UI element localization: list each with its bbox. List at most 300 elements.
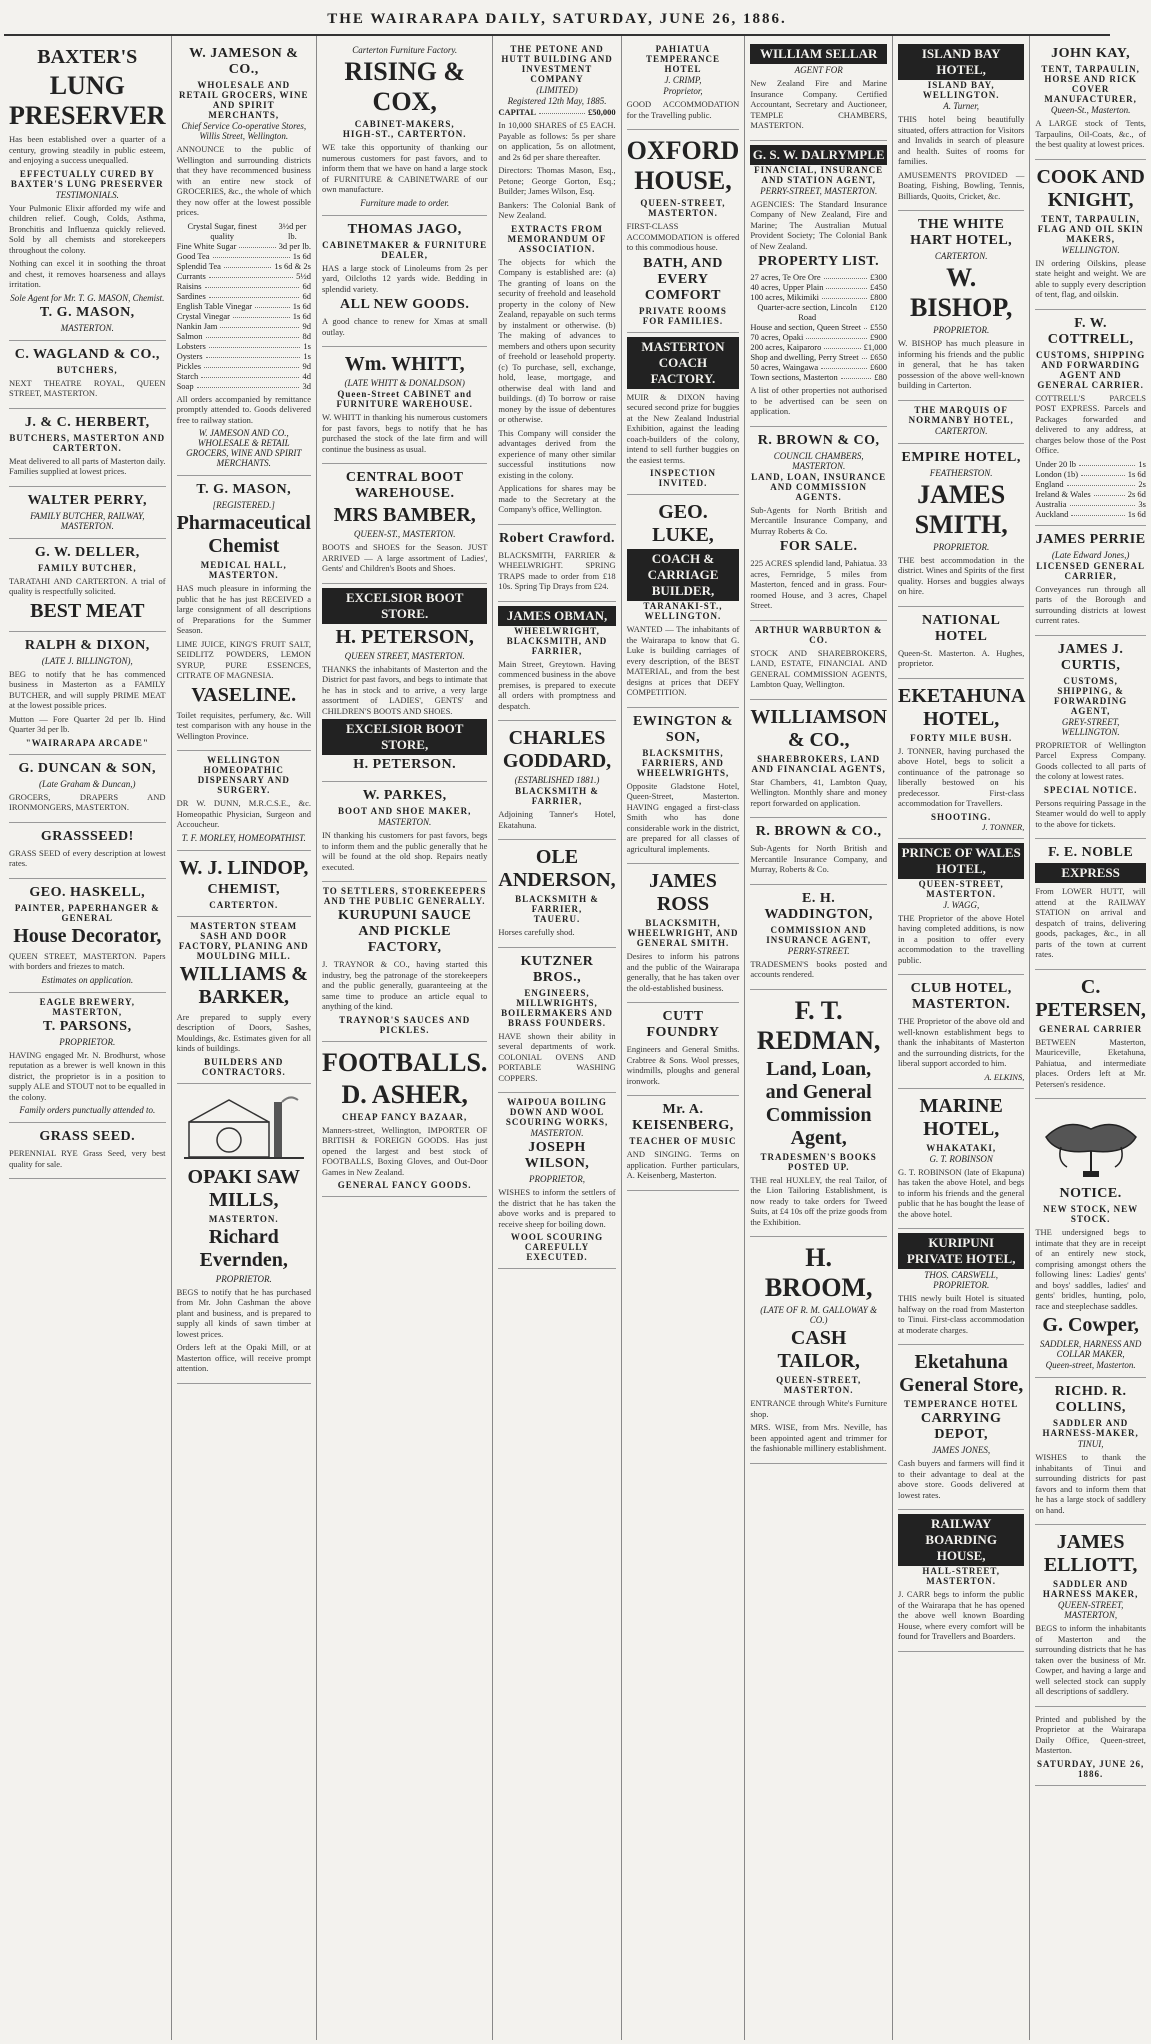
list-item-value: 3d: [302, 380, 311, 391]
list-item: [177, 351, 311, 361]
petone-capital-row: [498, 107, 615, 117]
elliott-ad: [1035, 1525, 1146, 1707]
dots: [205, 281, 300, 288]
asher-sub: CHEAP FANCY BAZAAR,: [342, 1111, 468, 1122]
jago-body: HAS a large stock of Linoleums from 2s per yard, Oilcloths 12 yards wide. Bedding in splendid variety.: [321, 262, 488, 294]
williamson-title: WILLIAMSON & CO.,: [750, 705, 888, 751]
list-item-label: 100 acres, Mikimiki: [750, 292, 820, 302]
ewington-title: EWINGTON & SON,: [632, 713, 733, 745]
railway-title: RAILWAY BOARDING HOUSE,: [898, 1514, 1024, 1566]
lindop-ad: [177, 851, 311, 917]
list-item: [750, 372, 887, 382]
sale-title: FOR SALE.: [779, 539, 858, 554]
list-item-value: 6d: [302, 290, 311, 301]
ekt-store-name: JAMES JONES,: [932, 1445, 991, 1455]
lindop-sub: CHEMIST,: [207, 881, 281, 897]
grass-title: GRASSSEED!: [40, 828, 134, 844]
mason-chemist-title: T. G. MASON,: [196, 482, 292, 497]
baxter-testimonials: TESTIMONIALS.: [55, 189, 119, 200]
dots: [826, 282, 867, 289]
elliott-title: JAMES ELLIOTT,: [1043, 1531, 1138, 1576]
list-item-label: Shop and dwelling, Perry Street: [750, 352, 859, 362]
notice-title: NOTICE.: [1059, 1186, 1122, 1201]
luke-ad: [627, 495, 740, 708]
bamber-ad: [322, 464, 487, 584]
dots: [255, 301, 290, 308]
waipoua-sub: PROPRIETOR,: [528, 1174, 586, 1184]
empire-sub: FEATHERSTON.: [929, 467, 993, 478]
asher-body: Manners-street, Wellington, IMPORTER OF BRITISH & FOREIGN GOODS. Has just opened the largest and best stock of FOOTBALLS, Boxing Gloves, and Out-Door Games in New Zealand.: [321, 1124, 488, 1177]
ralph-title: RALPH & DIXON,: [24, 637, 150, 653]
list-item-label: Splendid Tea: [176, 260, 221, 271]
column-6: [745, 36, 893, 2040]
list-item-value: £800: [870, 292, 888, 302]
oxford-body: FIRST-CLASS ACCOMMODATION is offered to this commodious house.: [626, 221, 740, 252]
keisenberg-title: Mr. A. KEISENBERG,: [632, 1102, 734, 1133]
grass2-title: GRASS SEED.: [39, 1129, 136, 1144]
national-title: NATIONAL HOTEL: [921, 612, 1001, 644]
kutzner-title: KUTZNER BROS.,: [520, 953, 594, 985]
national-ad: [898, 607, 1024, 679]
rate-list: [1035, 459, 1146, 519]
baxter-ad: [9, 40, 166, 341]
list-item-label: England: [1035, 478, 1064, 489]
williams-body: Are prepared to supply every description of Doors, Sashes, Mouldings, &c. Estimates given for all kinds of buildings.: [176, 1011, 311, 1053]
white-town: CARTERTON.: [934, 251, 988, 261]
oben-title: JAMES OBMAN,: [498, 606, 615, 626]
special-body: Persons requiring Passage in the Steamer would do well to apply to the above for tickets.: [1035, 797, 1146, 829]
baxter-product: LUNG PRESERVER: [9, 71, 166, 130]
collins-sub: SADDLER AND HARNESS-MAKER,: [1042, 1418, 1139, 1438]
perrie-big: LICENSED GENERAL CARRIER,: [1036, 560, 1146, 581]
list-item: [750, 282, 887, 292]
list-item: [750, 322, 887, 332]
mason-chemist-ad: [177, 476, 311, 751]
list-item-value: 8d: [302, 330, 311, 341]
dots: [841, 372, 871, 379]
opaki-town: MASTERTON.: [208, 1213, 279, 1224]
dots: [206, 331, 300, 338]
island-title: ISLAND BAY HOTEL,: [898, 44, 1024, 80]
kuru-note: TRAYNOR'S SAUCES AND PICKLES.: [339, 1014, 471, 1035]
kutzner-body: HAVE shown their ability in several departments of work. COLONIAL OVENS AND PORTABLE WASHING COPPERS.: [498, 1030, 616, 1083]
imprint: [1035, 1707, 1146, 1786]
list-item-label: English Table Vinegar: [176, 300, 253, 311]
broom-sub: (LATE OF R. M. GALLOWAY & CO.): [760, 1305, 878, 1325]
marquis-ad: [898, 401, 1024, 444]
luke-big: COACH & CARRIAGE BUILDER,: [627, 549, 740, 601]
list-item-value: 3d per lb.: [278, 240, 311, 251]
lindop-town: CARTERTON.: [209, 899, 279, 910]
rising-ad: [322, 40, 487, 216]
list-item: [177, 281, 311, 291]
williams-sub: BUILDERS AND CONTRACTORS.: [201, 1056, 286, 1077]
broom-big: CASH TAILOR,: [777, 1327, 860, 1372]
baxter-intro: Has been established over a quarter of a century, growing steadily in public esteem, and enjoying a success unequalled.: [9, 134, 166, 165]
luke-title: GEO. LUKE,: [652, 501, 714, 546]
oxford-bath: BATH, AND EVERY COMFORT: [643, 255, 723, 303]
eagle-ad: [9, 993, 166, 1124]
opaki-foot: Orders left at the Opaki Mill, or at Masterton office, will receive prompt attention.: [176, 1342, 311, 1373]
petone-directors: Directors: Thomas Mason, Esq., Petone; George Gorton, Esq.; Builder; James Wilson, Esq.: [498, 165, 616, 196]
list-item-label: Sardines: [176, 290, 206, 301]
petone-ad: [498, 40, 615, 525]
crawford-title: Robert Crawford.: [498, 530, 616, 546]
eagle-title: EAGLE BREWERY, MASTERTON,: [39, 996, 135, 1017]
whitt-ad: [322, 347, 487, 464]
collins-town: TINUI,: [1077, 1439, 1104, 1449]
white-hart-ad: [898, 211, 1024, 401]
list-item-value: £900: [870, 332, 888, 342]
baxter-cure: EFFECTUALLY CURED BY BAXTER'S LUNG PRESERVER: [10, 168, 164, 189]
haskell-title: GEO. HASKELL,: [29, 884, 146, 900]
petersen-title: C. PETERSEN,: [1035, 975, 1146, 1021]
list-item-value: 6d: [302, 280, 311, 291]
petone-bankers: Bankers: The Colonial Bank of New Zealand.: [498, 199, 616, 220]
petone-capital-label: CAPITAL: [498, 107, 537, 117]
kuru-body: J. TRAYNOR & CO., having started this industry, beg the patronage of the storekeepers and the public generally, guaranteeing at the same time to produce an article equal to anything of the kind.: [321, 959, 488, 1011]
marquis-title: THE MARQUIS OF NORMANBY HOTEL,: [908, 404, 1014, 425]
ralph-sub: (LATE J. BILLINGTON),: [41, 655, 133, 666]
list-item-value: 1s: [303, 350, 311, 361]
vaseline-body: Toilet requisites, perfumery, &c. Will test comparison with any house in the Wellington Province.: [176, 709, 311, 741]
ekt-store-title: Eketahuna General Store,: [899, 1351, 1024, 1396]
whitt-body: W. WHITT in thanking his numerous customers for past favors, begs to notify that he has purchased the stock of the late firm and will continue the business as usual.: [321, 412, 488, 454]
oben-ad: [498, 602, 615, 722]
list-item: [177, 381, 311, 391]
keisenberg-body: AND SINGING. Terms on application. Further particulars, A. Keisenberg, Masterton.: [626, 1149, 740, 1180]
prince-body: THE Proprietor of the above Hotel having completed additions, is now in a position to offer every accommodation to the travelling public.: [898, 912, 1025, 965]
dots: [824, 342, 860, 349]
temp-name: J. CRIMP,: [664, 75, 702, 85]
list-item: [177, 271, 311, 281]
list-item-value: 1s 6d: [1127, 468, 1146, 479]
dalrymple-sub: FINANCIAL, INSURANCE AND STATION AGENT,: [754, 164, 884, 185]
list-item: [177, 251, 311, 261]
property-list: [750, 272, 887, 382]
dots: [862, 352, 867, 359]
broom-body: ENTRANCE through White's Furniture shop.: [750, 1398, 888, 1419]
list-item: [750, 272, 887, 282]
kay-town: Queen-St., Masterton.: [1050, 105, 1131, 115]
excelsior-body: THANKS the inhabitants of Masterton and the District for past favors, and begs to intimate that he has in stock and to arrive, a very large assortment of LADIES', GENTS' and CHILDREN'S BOOTS AND SHOES.: [321, 663, 488, 716]
island-sub: ISLAND BAY, WELLINGTON.: [922, 80, 1000, 100]
kuripuni-title: KURIPUNI PRIVATE HOTEL,: [898, 1233, 1024, 1269]
list-item: [1035, 479, 1146, 489]
dots: [1070, 499, 1136, 506]
jameson-ad: [177, 40, 311, 476]
keisenberg-sub: TEACHER OF MUSIC: [629, 1136, 737, 1146]
kuripuni-name: THOS. CARSWELL, PROPRIETOR.: [924, 1270, 999, 1290]
homeopathic-title: WELLINGTON HOMEOPATHIC DISPENSARY AND SURGERY.: [197, 755, 290, 795]
redman-ad: [750, 990, 887, 1238]
deller-best: BEST MEAT: [30, 599, 145, 622]
list-item-value: 1s: [1138, 458, 1146, 469]
dalrymple-town: PERRY-STREET, MASTERTON.: [760, 185, 878, 196]
baxter-title: BAXTER'S: [37, 46, 138, 68]
list-item: [177, 371, 311, 381]
dots: [1081, 469, 1125, 476]
footer-imprint: Printed and published by the Proprietor at the Wairarapa Daily Office, Queen-street, Masterton.: [1035, 1713, 1146, 1755]
list-item-value: 2s 6d: [1127, 488, 1146, 499]
goddard-big: BLACKSMITH & FARRIER,: [515, 786, 599, 806]
ole-title: OLE ANDERSON,: [498, 846, 616, 891]
grass2-body: PERENNIAL RYE Grass Seed, very best quality for sale.: [9, 1148, 166, 1169]
wagland-sub: BUTCHERS,: [56, 364, 118, 375]
parkes-town: MASTERTON.: [378, 817, 432, 827]
petone-title: THE PETONE AND HUTT BUILDING AND INVESTMENT COMPANY: [501, 44, 613, 84]
railway-sub: HALL-STREET, MASTERTON.: [922, 1566, 1000, 1586]
jago-ad: [322, 216, 487, 348]
petone-reg: Registered 12th May, 1885.: [507, 96, 607, 106]
dots: [224, 261, 271, 268]
rising-title: RISING & COX,: [344, 57, 465, 116]
sale-body: 225 ACRES splendid land, Pahiatua. 33 acres, Fernridge, 5 miles from Masterton, fenced and in grass. Four-roomed House, and 3 acres, Chapel Street.: [750, 558, 888, 610]
ralph-body: BEG to notify that he has commenced business in Masterton as a FAMILY BUTCHER, and will supply PRIME MEAT at the lowest possible prices.: [9, 668, 166, 710]
opaki-body: BEGS to notify that he has purchased from Mr. John Cashman the above plant and business, and is prepared to supply all kinds of sawn timber at lowest prices.: [176, 1286, 311, 1339]
rising-note: Furniture made to order.: [360, 197, 450, 208]
list-item-label: Lobsters: [176, 340, 206, 351]
deller-title: G. W. DELLER,: [34, 544, 140, 560]
jago-title: THOMAS JAGO,: [347, 221, 462, 237]
brown2-title: R. BROWN & CO.,: [755, 824, 882, 839]
oben-sub: WHEELWRIGHT, BLACKSMITH, AND FARRIER,: [506, 625, 608, 656]
list-item-value: £650: [870, 352, 888, 362]
ross-title: JAMES ROSS: [649, 870, 717, 915]
waipoua-ad: [498, 1093, 615, 1269]
sellar-sub: AGENT FOR: [794, 65, 843, 75]
bamber-title: MRS BAMBER,: [333, 504, 476, 526]
duncan-sub: (Late Graham & Duncan,): [39, 778, 136, 789]
sellar-body: New Zealand Fire and Marine Insurance Company. Certified Accountant, Secretary and Auctioneer, TEMPLE CHAMBERS, MASTERTON.: [750, 78, 888, 130]
redman-sub: TRADESMEN'S BOOKS POSTED UP.: [760, 1151, 877, 1172]
jameson-addr: W. JAMESON AND CO., WHOLESALE & RETAIL GROCERS, WINE AND SPIRIT MERCHANTS.: [186, 428, 302, 468]
grass-body: GRASS SEED of every description at lowest rates.: [9, 847, 166, 868]
empire-name: JAMES SMITH,: [914, 479, 1008, 539]
list-item-label: 40 acres, Upper Plain: [750, 282, 824, 292]
wagland-title: C. WAGLAND & CO.,: [14, 346, 160, 362]
list-item-value: 4d: [302, 370, 311, 381]
asher-title: D. ASHER,: [341, 1079, 468, 1109]
opaki-sub: PROPRIETOR.: [215, 1273, 272, 1284]
elliott-town: QUEEN-STREET, MASTERTON,: [1057, 1600, 1124, 1620]
dots: [822, 292, 867, 299]
marine-body: G. T. ROBINSON (late of Ekapuna) has taken the above Hotel, and begs to inform his friends and the general public that he has bought the lease of the above hotel.: [898, 1166, 1025, 1219]
dots: [209, 291, 300, 298]
cowper-sub: SADDLER, HARNESS AND COLLAR MAKER,: [1039, 1339, 1142, 1359]
list-item-value: 9d: [302, 320, 311, 331]
excelsior2-name: H. PETERSON.: [353, 757, 457, 772]
marquis-town: CARTERTON.: [934, 425, 988, 436]
petone-footer: Applications for shares may be made to the Secretary at the Company's office, Wellington.: [498, 483, 616, 514]
dots: [213, 251, 290, 258]
waipoua-title: WAIPOUA BOILING DOWN AND WOOL SCOURING WORKS,: [505, 1097, 609, 1127]
grass2-ad: [9, 1123, 166, 1179]
herbert-ad: [9, 409, 166, 487]
list-item-value: 3s: [1138, 498, 1146, 509]
list-item-value: £600: [870, 362, 888, 372]
coach-note: INSPECTION INVITED.: [649, 468, 716, 488]
coach-ad: [627, 333, 740, 496]
dots: [806, 332, 867, 339]
ole-sub: BLACKSMITH & FARRIER,: [515, 894, 599, 914]
dots: [821, 362, 867, 369]
white-body: W. BISHOP has much pleasure in informing his friends and the public in general, that he has taken possession of the above well-known building in Carterton.: [898, 338, 1025, 390]
list-item-label: Fine White Sugar: [176, 240, 237, 251]
lindop-title: W. J. LINDOP,: [179, 856, 309, 879]
petone-more: This Company will consider the advantages derived from the experience of many other similar successful institutions now existing in the colony.: [498, 427, 616, 480]
opaki-title: OPAKI SAW MILLS,: [187, 1165, 300, 1211]
list-item-value: 5½d: [296, 270, 311, 281]
rising-sub: CABINET-MAKERS,: [354, 119, 455, 129]
mason-chemist-body: HAS much pleasure in informing the public that he has just RECEIVED a large consignment of all descriptions of Preparations for the Summer Season.: [176, 583, 311, 635]
kay-body: A LARGE stock of Tents, Tarpaulins, Oil-Coats, &c., of the best quality at lowest prices.: [1035, 118, 1146, 149]
marine-ad: [898, 1089, 1024, 1230]
bamber-sub: QUEEN-ST., MASTERTON.: [353, 529, 456, 539]
list-item-label: Salmon: [176, 330, 203, 341]
club-name: A. ELKINS,: [984, 1071, 1025, 1082]
curtis-sub: CUSTOMS, SHIPPING, & FORWARDING AGENT,: [1054, 675, 1128, 716]
list-item: [1035, 499, 1146, 509]
waddington-sub: COMMISSION AND INSURANCE AGENT,: [766, 924, 872, 945]
ralph-prices: Mutton — Fore Quarter 2d per lb. Hind Quarter 3d per lb.: [9, 713, 166, 734]
asher-foot: GENERAL FANCY GOODS.: [337, 1180, 472, 1190]
list-item-label: Crystal Sugar, finest quality: [187, 220, 257, 241]
cook-town: WELLINGTON.: [1061, 244, 1120, 255]
cottrell-ad: [1035, 310, 1146, 526]
railway-body: J. CARR begs to inform the public of the Wairarapa that he has opened the above well known Boarding House, where every comfort will be found for Travellers and Boarders.: [898, 1589, 1025, 1641]
central-title: CENTRAL BOOT WAREHOUSE.: [345, 470, 464, 501]
excelsior-ad: [322, 584, 487, 783]
list-item-value: 1s 6d: [1127, 508, 1146, 519]
williamson-sub: SHAREBROKERS, LAND AND FINANCIAL AGENTS,: [751, 753, 886, 774]
rising-body: WE take this opportunity of thanking our numerous customers for past favors, and to inform them that we have on hand a large stock of FURNITURE & CABINETWARE of our own manufacture.: [321, 142, 488, 194]
williams-title: MASTERTON STEAM SASH AND DOOR FACTORY, PLANING AND MOULDING MILL.: [178, 920, 309, 961]
curtis-title: JAMES J. CURTIS,: [1057, 641, 1124, 673]
noble-ad: [1035, 839, 1146, 970]
list-item: [1035, 489, 1146, 499]
wairarapa-arcade: "WAIRARAPA ARCADE": [25, 737, 149, 748]
waddington-town: PERRY-STREET.: [787, 945, 850, 956]
walter-title: WALTER PERRY,: [27, 492, 147, 508]
saddle-illustration: [1035, 1107, 1146, 1182]
williams-big: WILLIAMS & BARKER,: [179, 962, 308, 1008]
goddard-body: Adjoining Tanner's Hotel, Ekatahuna.: [498, 809, 616, 830]
kuripuni-body: THIS newly built Hotel is situated halfway on the road from Masterton to Tinui. First-class accommodation at moderate charges.: [898, 1293, 1025, 1335]
sellar-ad: [750, 40, 887, 141]
oxford-sub: QUEEN-STREET, MASTERTON.: [640, 198, 726, 218]
kay-ad: [1035, 40, 1146, 160]
collins-title: RICHD. R. COLLINS,: [1054, 1384, 1127, 1415]
warburton-title: ARTHUR WARBURTON & CO.: [754, 624, 883, 645]
bamber-body: BOOTS and SHOES for the Season. JUST ARRIVED — A large assortment of Ladies', Gents' and Children's Boots and Shoes.: [321, 542, 488, 573]
list-item-label: Soap: [176, 380, 194, 391]
dots: [206, 351, 301, 358]
club-title: CLUB HOTEL, MASTERTON.: [910, 981, 1012, 1012]
marine-name: G. T. ROBINSON: [929, 1153, 993, 1164]
dots: [864, 322, 867, 329]
dots: [824, 272, 867, 279]
petersen-sub: GENERAL CARRIER: [1039, 1023, 1143, 1034]
petone-sub: (LIMITED): [536, 85, 578, 95]
luke-body: WANTED — The inhabitants of the Wairarapa to know that G. Luke is building carriages of every description, of the BEST MATERIAL, and from the best designs at prices that DEFY COMPETITION.: [626, 624, 740, 697]
list-item: [177, 321, 311, 331]
list-item: [177, 291, 311, 301]
list-item-label: Oysters: [176, 350, 203, 361]
mason-chemist-sub: [REGISTERED.]: [212, 500, 275, 510]
ole-town: TAUERU.: [533, 914, 581, 924]
ole-ad: [498, 840, 615, 948]
jameson-street: Chief Service Co-operative Stores, Willis Street, Wellington.: [181, 121, 307, 141]
list-item-label: 27 acres, Te Ore Ore: [750, 272, 821, 282]
mason-title: T. G. MASON,: [39, 304, 135, 320]
dalrymple-body: AGENCIES: The Standard Insurance Company of New Zealand, Fire and Marine; The Australian Mutual Provident Society; The Colonial Bank of New Zealand.: [750, 198, 888, 251]
price-list: [177, 221, 311, 391]
goddard-ad: [498, 721, 615, 840]
brown2-ad: [750, 818, 887, 885]
perrie-title: JAMES PERRIE: [1035, 531, 1146, 547]
parkes-body: IN thanking his customers for past favors, begs to inform them and the public generally that he will be found at the old shop. Repairs neatly executed.: [321, 830, 488, 872]
list-item: [177, 221, 311, 241]
ross-ad: [627, 864, 740, 1003]
deller-ad: [9, 539, 166, 632]
list-item-value: 3½d per lb.: [278, 220, 307, 241]
curtis-ad: [1035, 636, 1146, 840]
williamson-ad: [750, 700, 887, 819]
rising-head: Carterton Furniture Factory.: [352, 45, 458, 55]
white-sub: PROPRIETOR.: [933, 325, 990, 335]
kay-title: JOHN KAY,: [1051, 46, 1131, 61]
property-title: PROPERTY LIST.: [758, 254, 880, 269]
parsons-body: HAVING engaged Mr. N. Brodhurst, whose reputation as a brewer is well known in this district, the proprietor is in a position to supply ALE and STOUT not to be equalled in the colony.: [9, 1049, 166, 1102]
kuru-title: TO SETTLERS, STOREKEEPERS AND THE PUBLIC GENERALLY.: [322, 886, 487, 906]
list-item: [750, 362, 887, 372]
list-item-label: Auckland: [1035, 508, 1069, 519]
dots: [204, 361, 299, 368]
club-ad: [898, 975, 1024, 1089]
list-item-label: Australia: [1035, 498, 1067, 509]
list-item: [177, 361, 311, 371]
perrie-sub: (Late Edward Jones,): [1051, 549, 1130, 560]
white-title: THE WHITE HART HOTEL,: [910, 217, 1013, 248]
perrie-body: Conveyances run through all parts of the Borough and surrounding districts at lowest current rates.: [1035, 583, 1146, 625]
empire-title: EMPIRE HOTEL,: [901, 449, 1021, 465]
list-item: [177, 311, 311, 321]
noble-title: F. E. NOBLE: [1048, 845, 1134, 860]
whitt-sub: (LATE WHITT & DONALDSON): [344, 378, 465, 388]
brown-title: R. BROWN & CO,: [757, 432, 880, 448]
list-item-label: 200 acres, Kaiparoro: [750, 342, 822, 352]
jameson-title: W. JAMESON & CO.,: [189, 46, 299, 77]
allnew-body: A good chance to renew for Xmas at small outlay.: [321, 316, 488, 337]
list-item-label: 70 acres, Opaki: [750, 332, 804, 342]
ekt-store-sub: TEMPERANCE HOTEL: [904, 1399, 1019, 1409]
list-item: [1035, 469, 1146, 479]
dalrymple-title: G. S. W. DALRYMPLE: [750, 145, 887, 165]
col1-footer: Family orders punctually attended to.: [19, 1105, 156, 1115]
land-body: Sub-Agents for North British and Mercantile Insurance Company, and Murray Roberts & Co.: [750, 504, 888, 536]
list-item-value: 1s 6d: [292, 250, 311, 261]
football-title: FOOTBALLS.: [321, 1047, 488, 1077]
cottrell-body: COTTRELL'S PARCELS POST EXPRESS. Parcels and Packages forwarded and delivered to any address, at charges below those of the Post Office.: [1035, 392, 1146, 455]
list-item-value: £80: [874, 372, 888, 382]
petone-body: In 10,000 SHARES of £5 EACH. Payable as follows: 5s per share on application, 5s on allotment, and 2s 6d per share thereafter.: [498, 120, 616, 162]
columns: [4, 36, 1146, 2040]
prince-name: J. WAGG,: [943, 899, 980, 910]
deller-sub: FAMILY BUTCHER,: [37, 562, 137, 573]
island-note: AMUSEMENTS PROVIDED — Boating, Fishing, Bowling, Tennis, Billiards, Quoits, Cricket, &c.: [898, 169, 1025, 201]
kuripuni-ad: [898, 1229, 1024, 1345]
